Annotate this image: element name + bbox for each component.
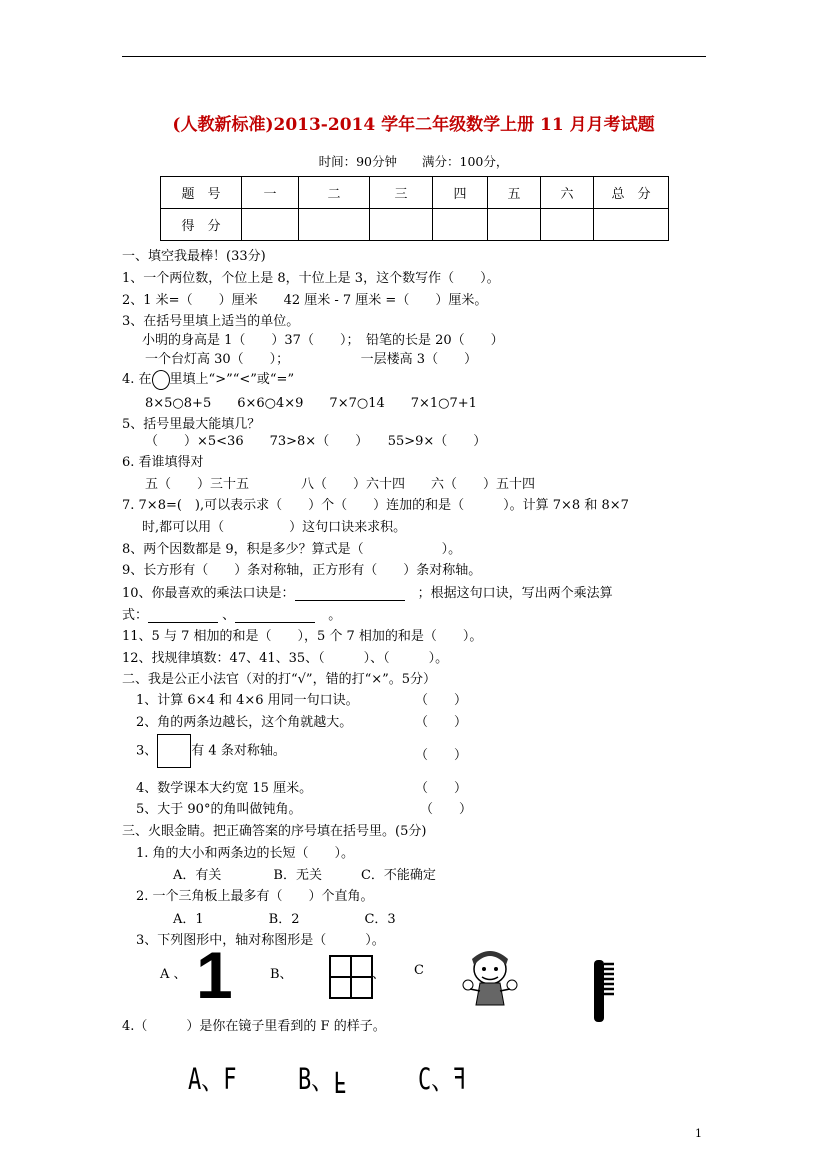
q10-prefix: 10、你最喜欢的乘法口诀是： xyxy=(122,586,295,601)
question: 8×5○8+5 6×6○4×9 7×7○14 7×1○7+1 xyxy=(145,396,477,411)
question: （ ）×5<36 73>8×（ ） 55>9×（ ） xyxy=(145,434,487,449)
question: 2、1 米=（ ）厘米 42 厘米 - 7 厘米 =（ ）厘米。 xyxy=(122,293,488,308)
option-c-label: C、 xyxy=(418,1063,454,1098)
score-cell: 四 xyxy=(433,177,488,209)
section2-heading: 二、我是公正小法官（对的打“√”，错的打“×”。5分） xyxy=(122,672,437,687)
score-cell: 得 分 xyxy=(161,209,242,241)
score-table-header-row xyxy=(161,177,669,209)
question: 五（ ）三十五 八（ ）六十四 六（ ）五十四 xyxy=(145,477,536,492)
option-sep: 、 xyxy=(372,967,386,982)
question: 11、5 与 7 相加的和是（ ），5 个 7 相加的和是（ ）。 xyxy=(122,629,483,644)
question: 7. 7×8=( ),可以表示求（ ）个（ ）连加的和是（ ）。计算 7×8 和 8×7 xyxy=(122,498,629,513)
question: 5、括号里最大能填几？ xyxy=(122,417,261,432)
options: A．1 B．2 C．3 xyxy=(173,912,396,927)
question: 小明的身高是 1（ ）37（ ）； 铅笔的长是 20（ ） xyxy=(142,333,504,348)
blank-line xyxy=(148,608,218,623)
option-c xyxy=(418,1057,467,1099)
section1-heading: 一、填空我最棒！(33分) xyxy=(122,249,266,264)
score-cell xyxy=(370,209,433,241)
options: A．有关 B．无关 C．不能确定 xyxy=(173,868,436,883)
question: 5、大于 90°的角叫做钝角。 xyxy=(136,802,302,817)
question: 4.（ ）是你在镜子里看到的 F 的样子。 xyxy=(122,1019,386,1034)
score-cell xyxy=(541,209,594,241)
question: 3、在括号里填上适当的单位。 xyxy=(122,314,300,329)
question xyxy=(122,604,341,623)
question: 1、一个两位数，个位上是 8，十位上是 3，这个数写作（ ）。 xyxy=(122,271,500,286)
question: 一个台灯高 30（ ）； 一层楼高 3（ ） xyxy=(145,352,478,367)
q10b-end: 。 xyxy=(328,608,342,623)
option-c-label: C xyxy=(414,963,424,978)
score-cell xyxy=(488,209,541,241)
question: 2、角的两条边越长，这个角就越大。 xyxy=(136,715,353,730)
score-cell: 总 分 xyxy=(594,177,669,209)
score-table-score-row xyxy=(161,209,669,241)
score-cell: 一 xyxy=(242,177,299,209)
page-title: (人教新标准)2013-2014 学年二年级数学上册 11 月月考试题 xyxy=(172,115,655,135)
score-cell: 题 号 xyxy=(161,177,242,209)
circle-icon xyxy=(152,370,170,390)
score-cell xyxy=(299,209,370,241)
section3-heading: 三、火眼金睛。把正确答案的序号填在括号里。(5分) xyxy=(122,824,427,839)
q10-suffix: ；根据这句口诀，写出两个乘法算 xyxy=(417,586,613,601)
option-b xyxy=(298,1057,347,1099)
score-cell: 五 xyxy=(488,177,541,209)
score-cell xyxy=(242,209,299,241)
answer-paren: （ ） xyxy=(415,748,468,763)
answer-paren: （ ） xyxy=(415,781,468,796)
q10b-sep: 、 xyxy=(222,608,236,623)
q3-prefix: 3、 xyxy=(136,743,158,759)
exam-meta: 时间：90分钟 满分：100分， xyxy=(318,154,509,169)
question: 12、找规律填数：47、41、35、（ ）、（ ）。 xyxy=(122,651,449,666)
mirrored-f-glyph: F xyxy=(453,1063,467,1098)
score-cell xyxy=(433,209,488,241)
blank-line xyxy=(295,586,405,601)
question: 时,都可以用（ ）这句口诀来求积。 xyxy=(142,520,407,535)
score-cell: 三 xyxy=(370,177,433,209)
answer-paren: （ ） xyxy=(415,715,468,730)
square-shape-icon xyxy=(157,734,191,768)
q4-prefix: 4. 在 xyxy=(122,372,152,387)
top-rule xyxy=(122,56,706,57)
option-a: A、F xyxy=(188,1063,237,1098)
question: 4、数学课本大约宽 15 厘米。 xyxy=(136,781,313,796)
answer-paren: （ ） xyxy=(420,802,473,817)
question xyxy=(122,368,294,390)
question: 8、两个因数都是 9，积是多少？算式是（ ）。 xyxy=(122,542,462,557)
q3-suffix: 有 4 条对称轴。 xyxy=(191,743,286,759)
score-cell: 六 xyxy=(541,177,594,209)
flipped-f-glyph: F xyxy=(333,1063,347,1098)
option-b-label: B、 xyxy=(298,1063,334,1098)
question: 6. 看谁填得对 xyxy=(122,455,204,470)
score-cell xyxy=(594,209,669,241)
answer-paren: （ ） xyxy=(415,693,468,708)
question xyxy=(122,582,613,601)
question xyxy=(136,734,286,768)
score-table xyxy=(160,176,669,241)
option-a-label: A 、 xyxy=(160,967,187,982)
question: 9、长方形有（ ）条对称轴，正方形有（ ）条对称轴。 xyxy=(122,563,482,578)
question: 1、计算 6×4 和 4×6 用同一句口诀。 xyxy=(136,693,359,708)
option-b-label: B、 xyxy=(270,967,293,982)
grid-square-icon xyxy=(329,955,373,999)
digit-one-figure: 1 xyxy=(196,938,233,1012)
page-number: 1 xyxy=(695,1127,702,1140)
question: 2. 一个三角板上最多有（ ）个直角。 xyxy=(136,889,374,904)
blank-line xyxy=(235,608,315,623)
question: 3、下列图形中，轴对称图形是（ ）。 xyxy=(136,933,385,948)
q4-suffix: 里填上“>”“<”或“=” xyxy=(169,372,295,387)
question: 1. 角的大小和两条边的长短（ ）。 xyxy=(136,846,355,861)
q10b-prefix: 式： xyxy=(122,608,149,623)
score-cell: 二 xyxy=(299,177,370,209)
cartoon-pirate-icon xyxy=(460,945,520,1011)
comb-icon xyxy=(590,958,616,1024)
